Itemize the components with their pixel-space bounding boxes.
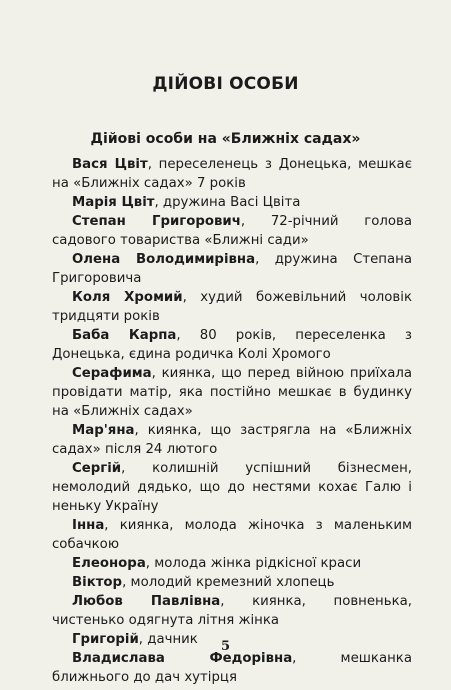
- character-description: , дружина Васі Цвіта: [154, 195, 301, 210]
- character-entry: [52, 554, 412, 573]
- character-entry: [52, 250, 412, 288]
- character-name: Мар'яна: [72, 423, 135, 438]
- character-description: , 72-річний голова садового товариства «Ближні сади»: [52, 214, 412, 248]
- character-entry: [52, 193, 412, 212]
- character-description: , мешканка ближнього до дач хутірця: [52, 651, 412, 685]
- character-description: , киянка, повненька, чистенько одягнута літня жінка: [52, 594, 412, 628]
- character-entry: [52, 364, 412, 421]
- character-description: , дружина Степана Григоровича: [52, 252, 412, 286]
- character-name: Вася Цвіт: [72, 157, 148, 172]
- character-description: , переселенець з Донецька, мешкає на «Ближніх садах» 7 років: [52, 157, 412, 191]
- character-list: [52, 155, 412, 687]
- character-name: Олена Володимирівна: [72, 252, 256, 267]
- character-entry: [52, 155, 412, 193]
- character-description: , киянка, що застрягла на «Ближніх садах» після 24 лютого: [52, 423, 412, 457]
- character-name: Степан Григорович: [72, 214, 241, 229]
- character-name: Марія Цвіт: [72, 195, 155, 210]
- character-description: , киянка, молода жіночка з маленьким собачкою: [52, 518, 412, 552]
- character-description: , колишній успішний бізнесмен, немолодий дядько, що до нестями кохає Галю і неньку Україну: [52, 461, 412, 514]
- character-entry: [52, 288, 412, 326]
- page-number: 5: [220, 639, 231, 654]
- character-entry: [52, 326, 412, 364]
- character-name: Баба Карпа: [72, 328, 177, 343]
- character-description: , молода жінка рідкісної краси: [145, 556, 362, 571]
- section-subtitle: Дійові особи на «Ближніх садах»: [90, 131, 361, 147]
- character-entry: [52, 421, 412, 459]
- character-entry: [52, 459, 412, 516]
- character-name: Любов Павлівна: [72, 594, 221, 609]
- character-entry: [52, 516, 412, 554]
- character-description: , киянка, що перед війною приїхала провідати матір, яка постійно мешкає в будинку на «Ближніх садах»: [52, 366, 412, 419]
- character-entry: [52, 649, 412, 687]
- character-name: Інна: [72, 518, 105, 533]
- character-name: Сергій: [72, 461, 122, 476]
- character-description: , дачник: [138, 632, 198, 647]
- character-name: Серафима: [72, 366, 152, 381]
- character-description: , 80 років, переселенка з Донецька, єдина родичка Колі Хромого: [52, 328, 412, 362]
- character-name: Віктор: [72, 575, 123, 590]
- character-name: Елеонора: [72, 556, 146, 571]
- character-name: Коля Хромий: [72, 290, 183, 305]
- character-entry: [52, 592, 412, 630]
- character-description: , молодий кремезний хлопець: [122, 575, 335, 590]
- character-entry: [52, 212, 412, 250]
- character-name: Владислава Федорівна: [72, 651, 293, 666]
- character-name: Григорій: [72, 632, 139, 647]
- character-description: , худий божевільний чоловік тридцяти років: [52, 290, 412, 324]
- page-title: ДІЙОВІ ОСОБИ: [152, 74, 299, 94]
- character-entry: [52, 573, 412, 592]
